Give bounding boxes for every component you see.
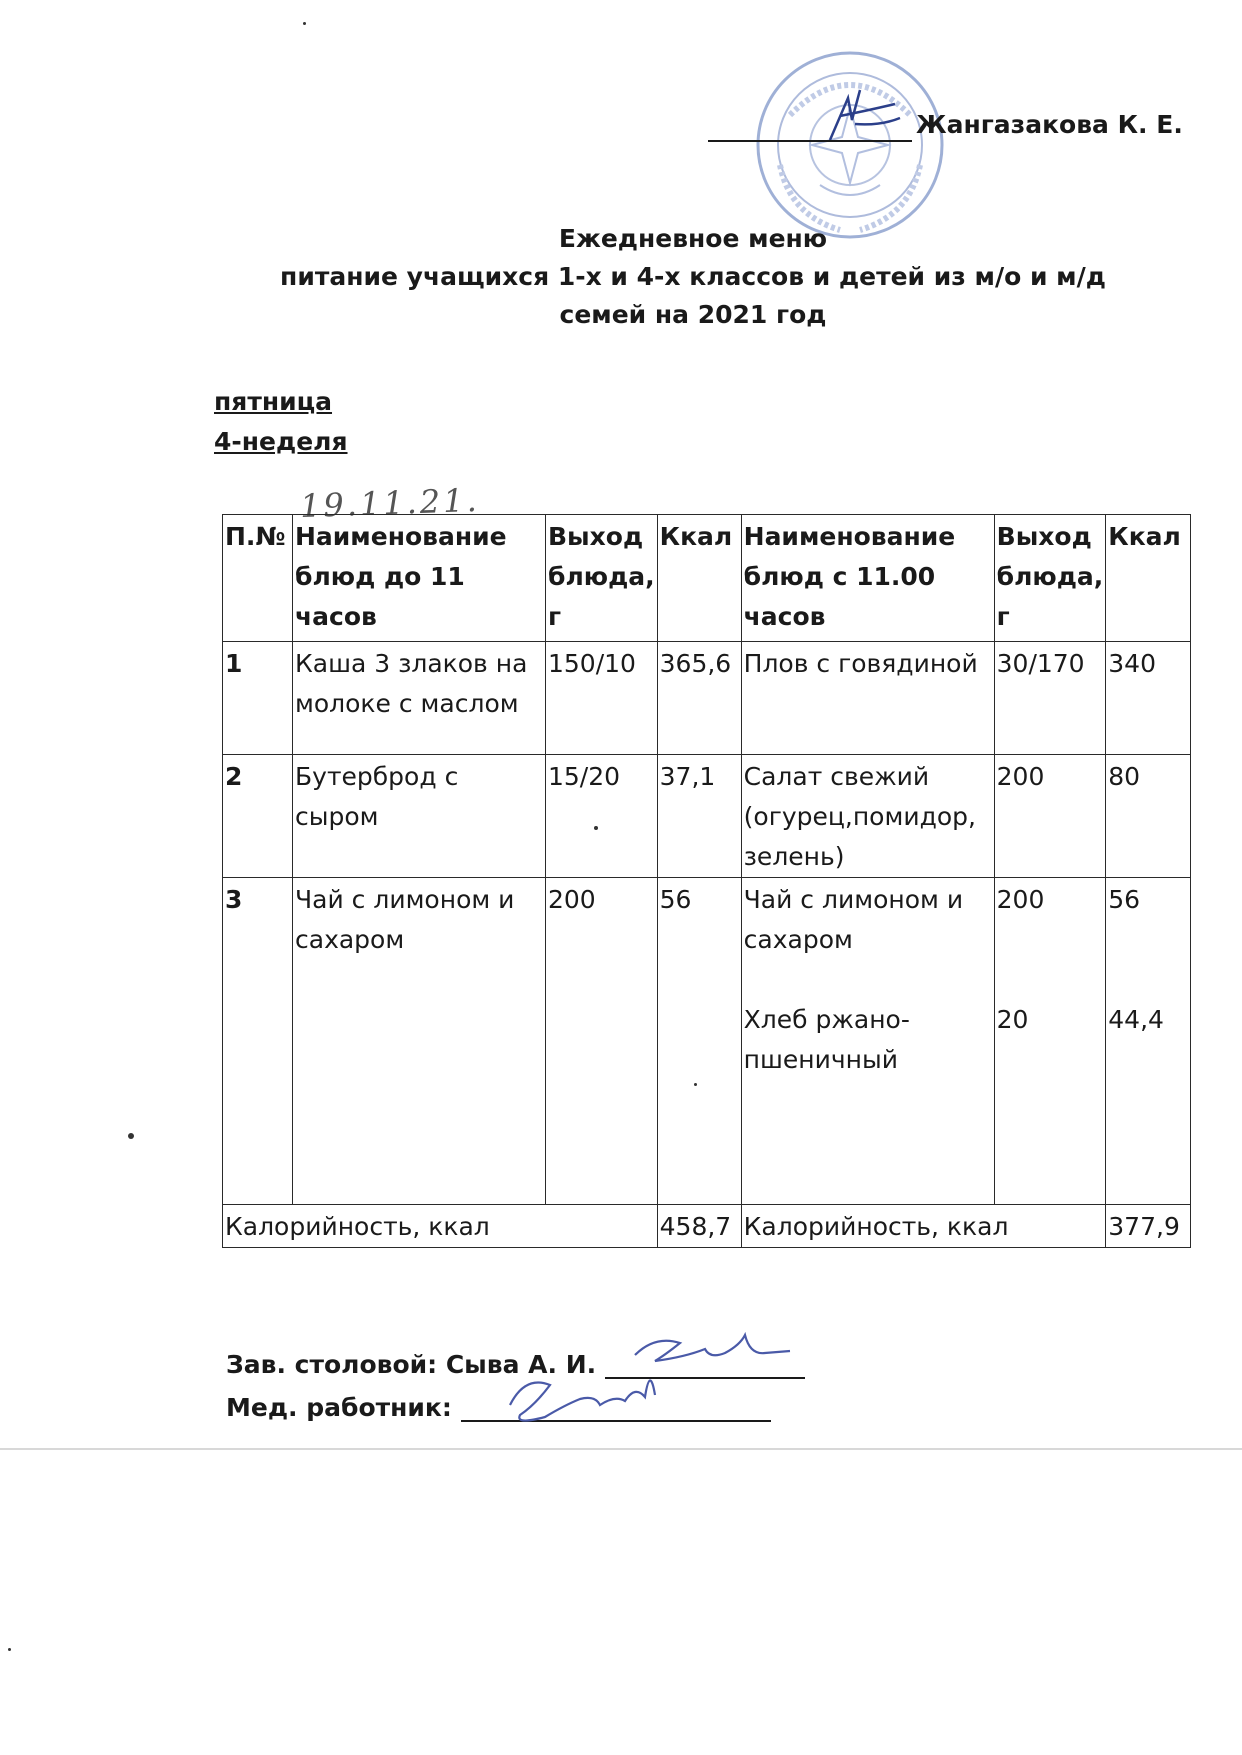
header-dish-before: Наименование блюд до 11 часов (293, 515, 546, 642)
spacer (997, 960, 1104, 1000)
row-num: 3 (223, 878, 293, 1205)
table-row (223, 642, 1191, 755)
total-value-after: 377,9 (1106, 1205, 1191, 1248)
row-num: 2 (223, 755, 293, 878)
kcal-after-2: 44,4 (1108, 1005, 1164, 1034)
dish-after: Чай с лимоном и сахаром (743, 885, 964, 954)
totals-row (223, 1205, 1191, 1248)
row-num: 1 (223, 642, 293, 755)
day-info (214, 382, 348, 462)
header-num: П.№ (223, 515, 293, 642)
yield-after-2: 20 (996, 1005, 1029, 1034)
yield-before: 200 (546, 878, 658, 1205)
kcal-after: 56 (1108, 885, 1141, 914)
scan-speck (594, 826, 598, 830)
title-line-2: питание учащихся 1-х и 4-х классов и детей из м/о и м/д (280, 262, 1106, 291)
header-dish-after: Наименование блюд с 11.00 часов (741, 515, 994, 642)
weekday: пятница (214, 387, 333, 416)
scan-speck (128, 1133, 134, 1139)
total-value-before: 458,7 (657, 1205, 741, 1248)
dish-after: Плов с говядиной (741, 642, 994, 755)
scan-speck (694, 1083, 697, 1086)
spacer (1108, 920, 1188, 960)
yield-after: 200 (994, 755, 1106, 878)
document-title (0, 220, 1242, 334)
dish-after: Салат свежий (огурец,помидор, зелень) (741, 755, 994, 878)
header-yield-before: Выход блюда, г (546, 515, 658, 642)
medic-label: Мед. работник: (226, 1393, 452, 1422)
yield-before: 150/10 (546, 642, 658, 755)
header-kcal-before: Ккал (657, 515, 741, 642)
kcal-after: 340 (1106, 642, 1191, 755)
approval-signature-line (708, 140, 912, 142)
sheet-edge (0, 1448, 1242, 1450)
week-number: 4-неделя (214, 427, 348, 456)
yield-after: 200 (996, 885, 1045, 914)
dish-before: Чай с лимоном и сахаром (293, 878, 546, 1205)
total-label-before: Калорийность, ккал (223, 1205, 658, 1248)
yield-before: 15/20 (546, 755, 658, 878)
table-header-row (223, 515, 1191, 642)
header-kcal-after: Ккал (1106, 515, 1191, 642)
title-line-1: Ежедневное меню (558, 224, 828, 253)
approver-name: Жангазакова К. Е. (916, 110, 1183, 139)
total-label-after: Калорийность, ккал (741, 1205, 1106, 1248)
kcal-after: 80 (1106, 755, 1191, 878)
dish-before: Каша 3 злаков на молоке с маслом (293, 642, 546, 755)
yield-after: 30/170 (994, 642, 1106, 755)
yield-after-cell (994, 878, 1106, 1205)
dish-after-2: Хлеб ржано-пшеничный (743, 1005, 910, 1074)
spacer (997, 920, 1104, 960)
table-row (223, 755, 1191, 878)
kcal-before: 365,6 (657, 642, 741, 755)
header-yield-after: Выход блюда, г (994, 515, 1106, 642)
menu-table (222, 514, 1191, 1248)
dish-before: Бутерброд с сыром (293, 755, 546, 878)
kcal-before: 56 (657, 878, 741, 1205)
scan-speck (8, 1648, 11, 1651)
table-row (223, 878, 1191, 1205)
dish-after-cell (741, 878, 994, 1205)
handwritten-signatures (505, 1325, 795, 1435)
kcal-before: 37,1 (657, 755, 741, 878)
handwritten-date: 19.11.21. (299, 480, 481, 526)
title-line-3: семей на 2021 год (559, 300, 827, 329)
kcal-after-cell (1106, 878, 1191, 1205)
canteen-head-label: Зав. столовой: Сыва А. И. (226, 1350, 597, 1379)
spacer (1108, 960, 1188, 1000)
spacer (744, 960, 992, 1000)
scan-speck (303, 22, 306, 25)
